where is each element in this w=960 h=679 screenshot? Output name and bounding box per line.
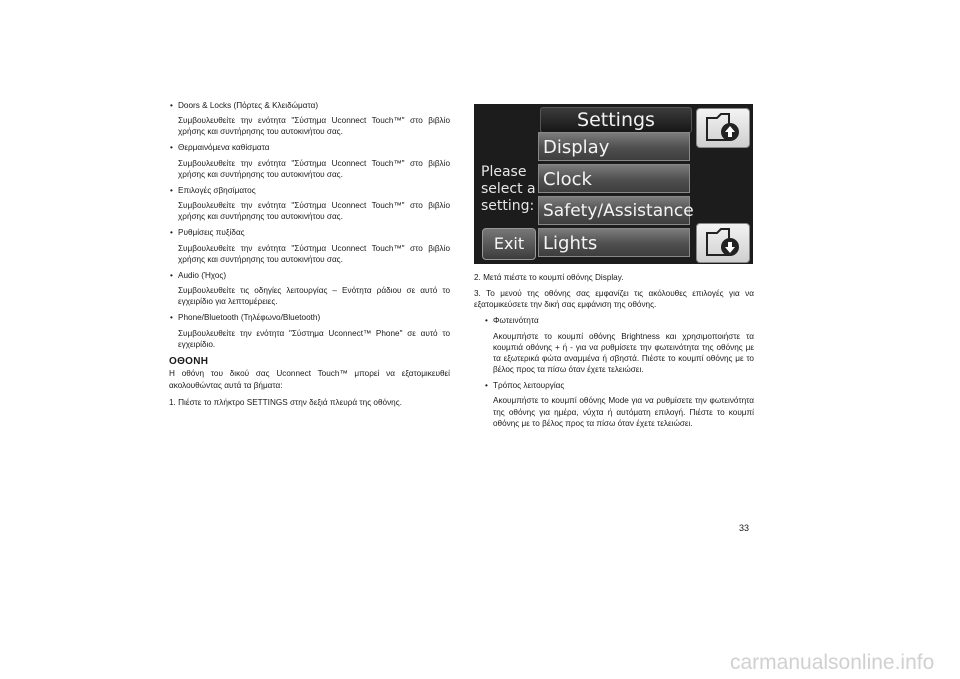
item-description: Συμβουλευθείτε την ενότητα "Σύστημα Uconnect Touch™" στο βιβλίο χρήσης και συντήρησης του αυτοκινήτου σας. xyxy=(178,116,450,137)
item-label: Doors & Locks (Πόρτες & Κλειδώματα) xyxy=(178,101,319,110)
bullet-item xyxy=(474,315,754,375)
item-label: Phone/Bluetooth (Τηλέφωνο/Bluetooth) xyxy=(178,313,321,323)
page-up-icon xyxy=(703,112,743,144)
item-description: Ακουμπήστε το κουμπί οθόνης Mode για να ρυθμίσετε την φωτεινότητα της οθόνης για ημέρα, νύχτα ή αυτόματη επιλογή. Πιέστε το κουμπί οθόνης με το βέλος προς τα πίσω όταν έχετε τελειώσει. xyxy=(493,396,754,428)
item-label: Θερμαινόμενα καθίσματα xyxy=(178,143,270,153)
bullet-dot: • xyxy=(170,185,173,195)
bullet-item xyxy=(169,270,450,307)
item-label: Ρυθμίσεις πυξίδας xyxy=(178,228,245,238)
item-description: Συμβουλευθείτε την ενότητα "Σύστημα Uconnect Touch™" στο βιβλίο χρήσης και συντήρησης του αυτοκινήτου σας. xyxy=(178,201,450,222)
item-description: Συμβουλευθείτε την ενότητα "Σύστημα Uconnect Touch™" στο βιβλίο χρήσης και συντήρησης του αυτοκινήτου σας. xyxy=(178,158,450,179)
section-intro: Η οθόνη του δικού σας Uconnect Touch™ μπορεί να εξατομικευθεί ακολουθώντας αυτά τα βήματα: xyxy=(169,369,450,390)
item-label: Φωτεινότητα xyxy=(493,316,539,326)
page-down-button xyxy=(696,223,750,263)
item-description: Συμβουλευθείτε τις οδηγίες λειτουργίας – Ενότητα ράδιου σε αυτό το εγχειρίδιο για λεπτομέρειες. xyxy=(178,286,450,307)
page-down-icon xyxy=(703,227,743,259)
item-label: Audio (Ήχος) xyxy=(178,270,227,280)
bullet-dot: • xyxy=(170,313,173,323)
item-label: Επιλογές σβησίματος xyxy=(178,185,256,195)
clock-button: Clock xyxy=(538,164,690,193)
bullet-dot: • xyxy=(170,101,173,110)
page-number: 33 xyxy=(739,523,750,533)
step-1: 1. Πιέστε το πλήκτρο SETTINGS στην δεξιά πλευρά της οθόνης. xyxy=(169,397,402,407)
bullet-item xyxy=(169,312,450,349)
bullet-dot: • xyxy=(170,143,173,153)
bullet-item xyxy=(169,100,450,137)
bullet-dot: • xyxy=(170,270,173,280)
bullet-item xyxy=(474,380,754,429)
bullet-dot: • xyxy=(170,228,173,238)
bullet-item xyxy=(169,185,450,222)
step-3: 3. Το μενού της οθόνης σας εμφανίζει τις ακόλουθες επιλογές για να εξατομικεύσετε την δική σας εμφάνιση της οθόνης. xyxy=(474,289,754,310)
screen-title: Settings xyxy=(540,107,692,133)
screen-prompt: Please select a setting: xyxy=(481,164,536,214)
bullet-dot: • xyxy=(485,381,488,391)
settings-screen-image xyxy=(474,104,753,264)
item-label: Τρόπος λειτουργίας xyxy=(493,381,565,391)
bullet-item xyxy=(169,142,450,179)
section-title: ΟΘΟΝΗ xyxy=(169,355,209,367)
right-column xyxy=(474,272,754,434)
step-2: 2. Μετά πιέστε το κουμπί οθόνης Display. xyxy=(474,273,624,282)
item-description: Συμβουλευθείτε την ενότητα "Σύστημα Uconnect™ Phone" σε αυτό το εγχειρίδιο. xyxy=(178,328,450,349)
item-description: Συμβουλευθείτε την ενότητα "Σύστημα Uconnect Touch™" στο βιβλίο χρήσης και συντήρησης του αυτοκινήτου σας. xyxy=(178,243,450,264)
item-description: Ακουμπήστε το κουμπί οθόνης Brightness και χρησιμοποιήστε τα κουμπιά οθόνης + ή - για να ρυθμίσετε την φωτεινότητα της οθόνης με τα εξωτερικά φώτα αναμμένα ή σβηστά. Πιέστε το κουμπί οθόνης με το βέλος προς τα πίσω όταν έχετε τελειώσει. xyxy=(493,331,754,375)
bullet-dot: • xyxy=(485,316,488,326)
lights-button: Lights xyxy=(538,228,690,257)
watermark[interactable]: carmanualsonline.info xyxy=(730,651,935,674)
display-button: Display xyxy=(538,132,690,161)
safety-assistance-button: Safety/Assistance xyxy=(538,196,690,225)
page-up-button xyxy=(696,108,750,148)
exit-button: Exit xyxy=(482,228,536,260)
left-column xyxy=(169,100,450,413)
bullet-item xyxy=(169,227,450,264)
